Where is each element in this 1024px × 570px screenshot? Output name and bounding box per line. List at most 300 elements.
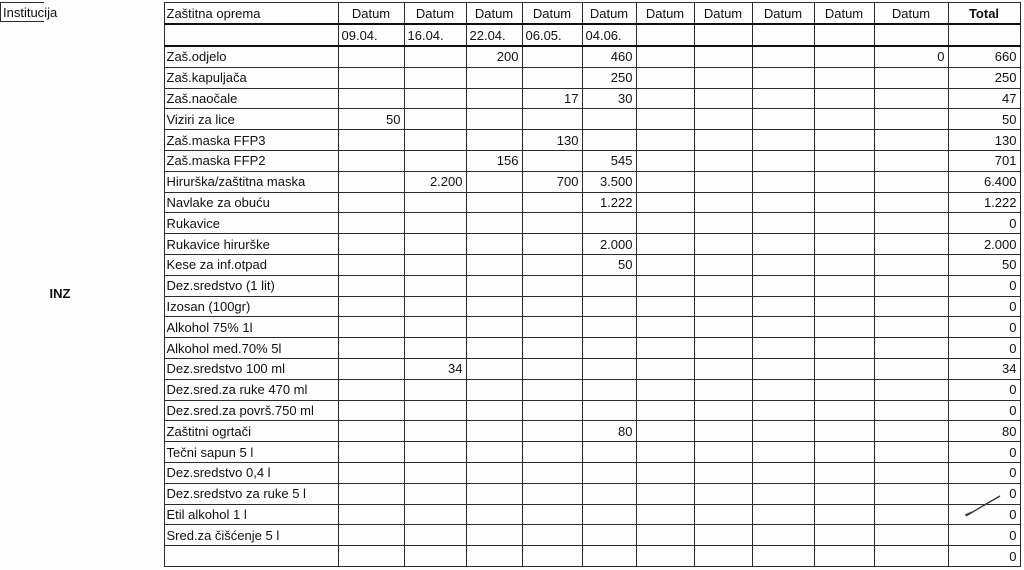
table-row <box>44 546 1020 567</box>
table-row <box>44 442 1020 463</box>
quantity-cell <box>338 46 404 67</box>
date-header: Datum <box>582 3 636 25</box>
date-value <box>874 24 948 46</box>
table-row <box>44 109 1020 130</box>
quantity-cell <box>338 483 404 504</box>
quantity-cell <box>874 254 948 275</box>
quantity-cell <box>636 130 694 151</box>
equipment-item: Zaštitni ogrtači <box>164 421 338 442</box>
quantity-cell <box>404 275 466 296</box>
quantity-cell <box>752 67 814 88</box>
quantity-cell <box>582 296 636 317</box>
quantity-cell <box>636 67 694 88</box>
quantity-cell <box>814 421 874 442</box>
quantity-cell <box>694 379 752 400</box>
pen-tick-mark <box>964 494 1004 518</box>
quantity-cell <box>752 213 814 234</box>
quantity-cell <box>874 462 948 483</box>
quantity-cell <box>752 442 814 463</box>
quantity-cell <box>404 442 466 463</box>
quantity-cell <box>404 504 466 525</box>
quantity-cell <box>814 213 874 234</box>
quantity-cell <box>404 109 466 130</box>
quantity-cell <box>752 358 814 379</box>
date-value <box>752 24 814 46</box>
table-row <box>44 483 1020 504</box>
quantity-cell <box>522 525 582 546</box>
quantity-cell <box>338 546 404 567</box>
date-header: Datum <box>338 3 404 25</box>
quantity-cell <box>874 171 948 192</box>
total-cell: 660 <box>948 46 1020 67</box>
quantity-cell <box>636 546 694 567</box>
table-row <box>44 462 1020 483</box>
quantity-cell <box>694 296 752 317</box>
quantity-cell <box>814 400 874 421</box>
quantity-cell <box>752 296 814 317</box>
quantity-cell <box>694 462 752 483</box>
equipment-item: Rukavice <box>164 213 338 234</box>
table-row <box>44 275 1020 296</box>
total-cell: 0 <box>948 296 1020 317</box>
quantity-cell <box>752 109 814 130</box>
date-value: 22.04. <box>466 24 522 46</box>
quantity-cell <box>636 171 694 192</box>
quantity-cell <box>694 338 752 359</box>
quantity-cell <box>694 275 752 296</box>
total-cell: 0 <box>948 483 1020 504</box>
quantity-cell <box>466 109 522 130</box>
quantity-cell <box>338 234 404 255</box>
quantity-cell <box>582 317 636 338</box>
quantity-cell <box>338 317 404 338</box>
quantity-cell <box>466 234 522 255</box>
quantity-cell: 130 <box>522 130 582 151</box>
equipment-table <box>44 2 1021 567</box>
quantity-cell <box>814 338 874 359</box>
quantity-cell <box>582 109 636 130</box>
quantity-cell <box>752 275 814 296</box>
quantity-cell <box>404 88 466 109</box>
quantity-cell <box>466 254 522 275</box>
quantity-cell <box>582 338 636 359</box>
quantity-cell <box>466 421 522 442</box>
quantity-cell <box>752 234 814 255</box>
quantity-cell <box>694 317 752 338</box>
quantity-cell <box>874 317 948 338</box>
total-cell: 0 <box>948 275 1020 296</box>
quantity-cell <box>752 525 814 546</box>
total-cell: 34 <box>948 358 1020 379</box>
quantity-cell <box>694 67 752 88</box>
equipment-item: Zaš.kapuljača <box>164 67 338 88</box>
equipment-item: Viziri za lice <box>164 109 338 130</box>
quantity-cell <box>338 338 404 359</box>
institution-spacer <box>44 3 164 567</box>
quantity-cell <box>522 421 582 442</box>
quantity-cell <box>582 462 636 483</box>
quantity-cell <box>694 150 752 171</box>
equipment-date-spacer <box>164 24 338 46</box>
quantity-cell <box>404 421 466 442</box>
date-value: 06.05. <box>522 24 582 46</box>
quantity-cell <box>636 296 694 317</box>
equipment-item: Zaš.maska FFP3 <box>164 130 338 151</box>
table-row <box>44 67 1020 88</box>
total-cell: 0 <box>948 525 1020 546</box>
quantity-cell <box>636 400 694 421</box>
quantity-cell <box>814 296 874 317</box>
quantity-cell: 156 <box>466 150 522 171</box>
quantity-cell <box>636 442 694 463</box>
quantity-cell <box>814 379 874 400</box>
quantity-cell <box>466 483 522 504</box>
quantity-cell <box>694 442 752 463</box>
quantity-cell <box>466 192 522 213</box>
quantity-cell <box>752 317 814 338</box>
quantity-cell: 50 <box>338 109 404 130</box>
quantity-cell <box>694 192 752 213</box>
quantity-cell <box>874 546 948 567</box>
table-row <box>44 192 1020 213</box>
table-body <box>44 3 1020 567</box>
quantity-cell <box>582 400 636 421</box>
quantity-cell <box>522 109 582 130</box>
quantity-cell <box>874 400 948 421</box>
quantity-cell <box>522 234 582 255</box>
quantity-cell <box>404 192 466 213</box>
quantity-cell: 1.222 <box>582 192 636 213</box>
quantity-cell <box>874 525 948 546</box>
equipment-header: Zaštitna oprema <box>164 3 338 25</box>
table-row <box>44 400 1020 421</box>
quantity-cell <box>338 67 404 88</box>
quantity-cell <box>338 421 404 442</box>
date-header: Datum <box>814 3 874 25</box>
quantity-cell <box>874 109 948 130</box>
quantity-cell <box>338 213 404 234</box>
table-row <box>44 130 1020 151</box>
quantity-cell <box>522 379 582 400</box>
total-cell: 0 <box>948 504 1020 525</box>
quantity-cell <box>874 67 948 88</box>
equipment-item: Zaš.naočale <box>164 88 338 109</box>
quantity-cell <box>522 442 582 463</box>
quantity-cell <box>874 234 948 255</box>
quantity-cell <box>582 504 636 525</box>
quantity-cell <box>814 317 874 338</box>
quantity-cell: 0 <box>874 46 948 67</box>
quantity-cell <box>404 213 466 234</box>
equipment-item: Izosan (100gr) <box>164 296 338 317</box>
quantity-cell <box>874 150 948 171</box>
equipment-item: Rukavice hirurške <box>164 234 338 255</box>
quantity-cell <box>466 88 522 109</box>
quantity-cell <box>404 150 466 171</box>
quantity-cell <box>636 275 694 296</box>
total-cell: 0 <box>948 442 1020 463</box>
quantity-cell <box>636 254 694 275</box>
quantity-cell <box>752 88 814 109</box>
quantity-cell <box>338 171 404 192</box>
dates-row <box>44 24 1020 46</box>
quantity-cell <box>814 88 874 109</box>
quantity-cell: 34 <box>404 358 466 379</box>
quantity-cell <box>814 109 874 130</box>
quantity-cell <box>338 525 404 546</box>
equipment-item: Etil alkohol 1 l <box>164 504 338 525</box>
quantity-cell <box>404 317 466 338</box>
quantity-cell <box>752 421 814 442</box>
total-cell: 0 <box>948 462 1020 483</box>
quantity-cell <box>582 379 636 400</box>
quantity-cell <box>338 88 404 109</box>
equipment-item: Dez.sredstvo 0,4 l <box>164 462 338 483</box>
quantity-cell <box>814 504 874 525</box>
quantity-cell <box>522 275 582 296</box>
quantity-cell <box>694 88 752 109</box>
header-row <box>44 3 1020 25</box>
quantity-cell <box>694 483 752 504</box>
quantity-cell <box>814 358 874 379</box>
equipment-item: Hirurška/zaštitna maska <box>164 171 338 192</box>
quantity-cell <box>338 275 404 296</box>
quantity-cell <box>466 130 522 151</box>
date-header: Datum <box>694 3 752 25</box>
quantity-cell <box>814 483 874 504</box>
total-cell: 0 <box>948 546 1020 567</box>
quantity-cell <box>874 88 948 109</box>
quantity-cell <box>338 442 404 463</box>
quantity-cell <box>582 546 636 567</box>
quantity-cell <box>636 192 694 213</box>
quantity-cell <box>814 150 874 171</box>
quantity-cell: 250 <box>582 67 636 88</box>
quantity-cell <box>874 192 948 213</box>
quantity-cell <box>466 296 522 317</box>
table-row <box>44 150 1020 171</box>
quantity-cell <box>814 442 874 463</box>
quantity-cell <box>338 462 404 483</box>
quantity-cell <box>874 483 948 504</box>
quantity-cell <box>338 192 404 213</box>
quantity-cell <box>582 525 636 546</box>
quantity-cell <box>582 130 636 151</box>
quantity-cell <box>814 462 874 483</box>
date-header: Datum <box>636 3 694 25</box>
quantity-cell <box>522 213 582 234</box>
quantity-cell <box>636 358 694 379</box>
quantity-cell <box>636 317 694 338</box>
date-value <box>814 24 874 46</box>
quantity-cell <box>522 192 582 213</box>
total-cell: 50 <box>948 254 1020 275</box>
total-cell: 2.000 <box>948 234 1020 255</box>
date-value: 16.04. <box>404 24 466 46</box>
quantity-cell <box>466 317 522 338</box>
quantity-cell <box>694 546 752 567</box>
quantity-cell <box>636 46 694 67</box>
quantity-cell <box>466 525 522 546</box>
quantity-cell <box>522 400 582 421</box>
quantity-cell <box>522 483 582 504</box>
quantity-cell <box>814 254 874 275</box>
quantity-cell <box>338 504 404 525</box>
quantity-cell: 17 <box>522 88 582 109</box>
quantity-cell <box>636 504 694 525</box>
table-row <box>44 254 1020 275</box>
equipment-item: Alkohol 75% 1l <box>164 317 338 338</box>
table-row <box>44 379 1020 400</box>
quantity-cell <box>752 546 814 567</box>
equipment-item: Alkohol med.70% 5l <box>164 338 338 359</box>
quantity-cell <box>874 296 948 317</box>
quantity-cell <box>814 234 874 255</box>
quantity-cell <box>694 234 752 255</box>
quantity-cell <box>752 150 814 171</box>
table-row <box>44 338 1020 359</box>
quantity-cell <box>338 400 404 421</box>
quantity-cell <box>522 67 582 88</box>
quantity-cell <box>338 358 404 379</box>
equipment-item: Dez.sred.za površ.750 ml <box>164 400 338 421</box>
quantity-cell <box>694 254 752 275</box>
quantity-cell <box>466 462 522 483</box>
quantity-cell <box>636 338 694 359</box>
quantity-cell <box>814 130 874 151</box>
quantity-cell <box>752 504 814 525</box>
quantity-cell <box>338 379 404 400</box>
quantity-cell <box>874 130 948 151</box>
quantity-cell <box>404 46 466 67</box>
quantity-cell <box>582 483 636 504</box>
quantity-cell <box>404 525 466 546</box>
quantity-cell <box>694 213 752 234</box>
quantity-cell <box>636 379 694 400</box>
quantity-cell <box>694 358 752 379</box>
quantity-cell <box>582 442 636 463</box>
equipment-item: Kese za inf.otpad <box>164 254 338 275</box>
quantity-cell: 460 <box>582 46 636 67</box>
table-row <box>44 525 1020 546</box>
quantity-cell <box>404 379 466 400</box>
quantity-cell <box>338 150 404 171</box>
quantity-cell: 700 <box>522 171 582 192</box>
quantity-cell <box>636 88 694 109</box>
quantity-cell <box>582 275 636 296</box>
quantity-cell <box>874 213 948 234</box>
quantity-cell <box>636 213 694 234</box>
total-cell: 0 <box>948 213 1020 234</box>
total-cell: 0 <box>948 400 1020 421</box>
equipment-item <box>164 546 338 567</box>
quantity-cell <box>874 275 948 296</box>
quantity-cell <box>752 254 814 275</box>
quantity-cell <box>582 358 636 379</box>
quantity-cell <box>752 130 814 151</box>
quantity-cell <box>636 109 694 130</box>
quantity-cell: 2.000 <box>582 234 636 255</box>
quantity-cell <box>694 421 752 442</box>
quantity-cell <box>466 213 522 234</box>
table-row <box>44 317 1020 338</box>
date-header: Datum <box>752 3 814 25</box>
quantity-cell <box>694 400 752 421</box>
quantity-cell <box>338 254 404 275</box>
quantity-cell <box>522 150 582 171</box>
quantity-cell: 30 <box>582 88 636 109</box>
quantity-cell <box>874 338 948 359</box>
quantity-cell <box>636 525 694 546</box>
date-value: 04.06. <box>582 24 636 46</box>
equipment-item: Dez.sred.za ruke 470 ml <box>164 379 338 400</box>
equipment-item: Zaš.maska FFP2 <box>164 150 338 171</box>
total-cell: 0 <box>948 317 1020 338</box>
quantity-cell <box>694 46 752 67</box>
date-value <box>636 24 694 46</box>
total-cell: 6.400 <box>948 171 1020 192</box>
quantity-cell <box>752 338 814 359</box>
quantity-cell <box>522 338 582 359</box>
quantity-cell <box>466 546 522 567</box>
quantity-cell <box>752 400 814 421</box>
quantity-cell <box>814 275 874 296</box>
table-row <box>44 421 1020 442</box>
table-row <box>44 171 1020 192</box>
quantity-cell <box>874 442 948 463</box>
quantity-cell <box>404 546 466 567</box>
total-cell: 250 <box>948 67 1020 88</box>
quantity-cell <box>404 296 466 317</box>
quantity-cell <box>466 379 522 400</box>
quantity-cell <box>814 192 874 213</box>
total-cell: 130 <box>948 130 1020 151</box>
quantity-cell: 50 <box>582 254 636 275</box>
quantity-cell <box>466 400 522 421</box>
quantity-cell <box>874 504 948 525</box>
quantity-cell <box>466 275 522 296</box>
quantity-cell <box>522 254 582 275</box>
quantity-cell <box>814 67 874 88</box>
table-row <box>44 234 1020 255</box>
quantity-cell <box>338 296 404 317</box>
date-header: Datum <box>404 3 466 25</box>
quantity-cell <box>522 546 582 567</box>
equipment-item: Zaš.odjelo <box>164 46 338 67</box>
quantity-cell <box>752 462 814 483</box>
quantity-cell <box>466 67 522 88</box>
quantity-cell <box>522 462 582 483</box>
quantity-cell <box>522 317 582 338</box>
table-row <box>44 504 1020 525</box>
table-row <box>44 88 1020 109</box>
total-header: Total <box>948 3 1020 25</box>
quantity-cell <box>752 46 814 67</box>
total-cell: 50 <box>948 109 1020 130</box>
date-header: Datum <box>522 3 582 25</box>
quantity-cell: 80 <box>582 421 636 442</box>
quantity-cell: 3.500 <box>582 171 636 192</box>
quantity-cell <box>636 462 694 483</box>
quantity-cell <box>466 442 522 463</box>
quantity-cell <box>404 483 466 504</box>
quantity-cell <box>466 358 522 379</box>
quantity-cell <box>582 213 636 234</box>
date-value: 09.04. <box>338 24 404 46</box>
equipment-item: Tečni sapun 5 l <box>164 442 338 463</box>
institution-column <box>0 22 71 570</box>
quantity-cell <box>404 234 466 255</box>
